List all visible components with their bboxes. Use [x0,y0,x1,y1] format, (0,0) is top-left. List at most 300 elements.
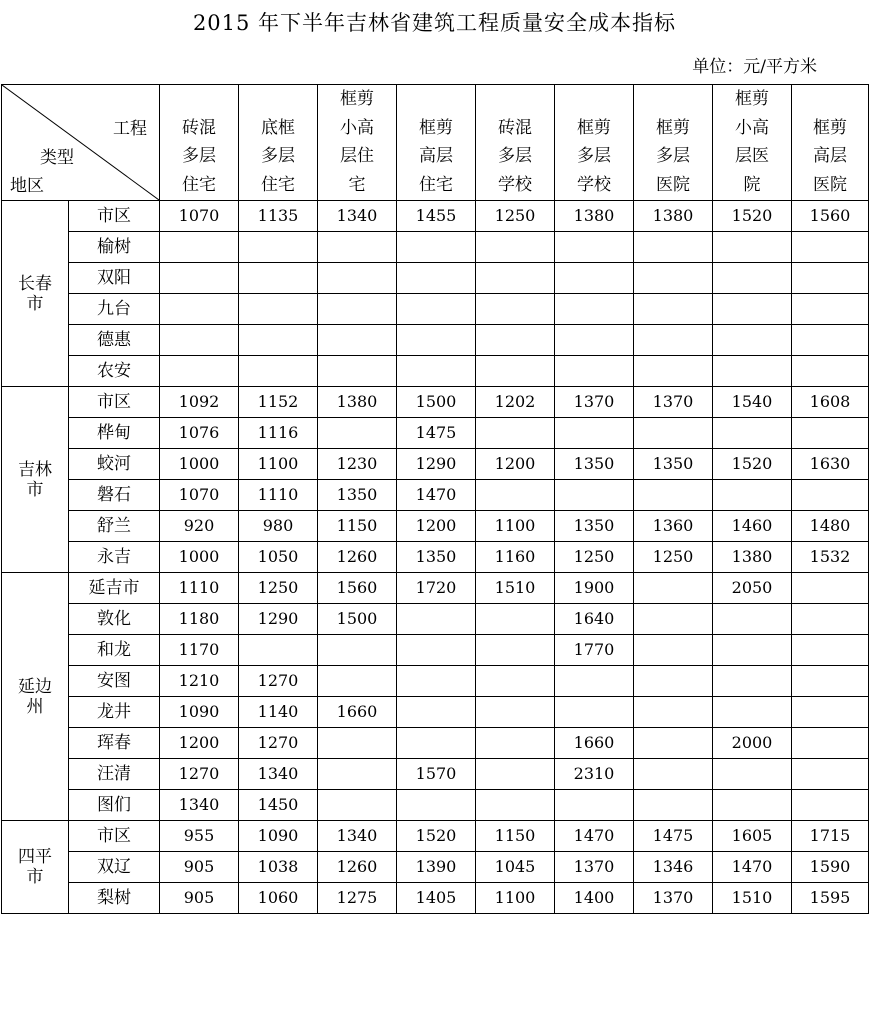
column-header-line: 多层 [656,146,690,166]
value-cell: 1390 [397,852,476,883]
value-cell [713,418,792,449]
column-header [555,85,634,201]
value-cell [634,294,713,325]
value-cell: 1405 [397,883,476,914]
value-cell [634,418,713,449]
value-cell [397,728,476,759]
table-row [2,883,869,914]
table-row [2,790,869,821]
value-cell: 1100 [476,883,555,914]
value-cell: 1260 [318,542,397,573]
value-cell [397,697,476,728]
value-cell: 1000 [160,542,239,573]
region-name-line: 四平 [18,847,52,867]
region-name-line: 市 [26,479,44,500]
value-cell: 1350 [555,511,634,542]
value-cell: 1275 [318,883,397,914]
column-header-line: 框剪 [813,117,847,138]
value-cell: 1050 [239,542,318,573]
value-cell [634,635,713,666]
column-header [476,85,555,201]
value-cell: 1340 [318,821,397,852]
table-row [2,232,869,263]
value-cell [318,635,397,666]
value-cell: 1570 [397,759,476,790]
value-cell [239,356,318,387]
table-row [2,852,869,883]
value-cell [160,263,239,294]
value-cell [397,356,476,387]
value-cell [792,728,869,759]
value-cell: 1532 [792,542,869,573]
region-name-line: 吉林 [18,459,52,480]
value-cell: 955 [160,821,239,852]
unit-label: 单位：元/平方米 [692,57,817,77]
region-name-line: 市 [26,867,44,887]
value-cell: 1595 [792,883,869,914]
table-row [2,821,869,852]
table-row [2,201,869,232]
table-row [2,759,869,790]
value-cell: 1202 [476,387,555,418]
value-cell [634,728,713,759]
value-cell [476,356,555,387]
column-header-line: 宅 [348,174,366,195]
value-cell [476,263,555,294]
city-cell: 延吉市 [69,573,160,604]
table-row [2,666,869,697]
value-cell [792,666,869,697]
value-cell: 1370 [555,387,634,418]
value-cell: 1160 [476,542,555,573]
value-cell [792,232,869,263]
column-header-line: 学校 [577,174,611,195]
column-header-line: 医院 [656,174,690,195]
value-cell: 1210 [160,666,239,697]
column-header-line: 住宅 [419,174,453,195]
city-cell: 永吉 [69,542,160,573]
value-cell: 1290 [397,449,476,480]
city-cell: 龙井 [69,697,160,728]
city-cell: 桦甸 [69,418,160,449]
value-cell: 1250 [239,573,318,604]
value-cell: 1100 [476,511,555,542]
value-cell [318,356,397,387]
value-cell: 1510 [476,573,555,604]
value-cell [476,232,555,263]
value-cell [239,635,318,666]
value-cell [792,356,869,387]
table-row [2,542,869,573]
table-row [2,511,869,542]
value-cell [713,759,792,790]
value-cell: 1470 [555,821,634,852]
value-cell [476,759,555,790]
value-cell: 1640 [555,604,634,635]
column-header-line: 高层 [813,146,847,166]
value-cell [476,635,555,666]
value-cell: 1400 [555,883,634,914]
value-cell: 1590 [792,852,869,883]
value-cell: 1660 [555,728,634,759]
value-cell [318,325,397,356]
value-cell [713,666,792,697]
city-cell: 梨树 [69,883,160,914]
value-cell: 1370 [555,852,634,883]
value-cell [713,480,792,511]
value-cell: 1110 [160,573,239,604]
value-cell: 1346 [634,852,713,883]
value-cell: 1630 [792,449,869,480]
value-cell [397,325,476,356]
column-header-line: 框剪 [577,117,611,138]
value-cell: 905 [160,883,239,914]
value-cell [239,294,318,325]
value-cell [792,790,869,821]
value-cell: 1150 [318,511,397,542]
table-row [2,294,869,325]
value-cell [318,263,397,294]
column-header-line: 住宅 [261,174,295,195]
value-cell: 1076 [160,418,239,449]
value-cell [397,263,476,294]
value-cell: 1270 [239,728,318,759]
value-cell [160,356,239,387]
column-header-line: 多层 [182,146,216,166]
city-cell: 榆树 [69,232,160,263]
city-cell: 市区 [69,821,160,852]
region-cell [2,387,69,573]
city-cell: 农安 [69,356,160,387]
value-cell [555,790,634,821]
value-cell [318,666,397,697]
column-header-line: 住宅 [182,174,216,195]
value-cell: 1475 [397,418,476,449]
value-cell [792,573,869,604]
value-cell [713,232,792,263]
column-header [397,85,476,201]
column-header-line: 框剪 [340,89,374,109]
value-cell [555,263,634,294]
value-cell: 1608 [792,387,869,418]
column-header-line: 层住 [340,146,374,166]
value-cell: 1460 [713,511,792,542]
city-cell: 珲春 [69,728,160,759]
value-cell: 1100 [239,449,318,480]
city-cell: 舒兰 [69,511,160,542]
value-cell [476,666,555,697]
city-cell: 安图 [69,666,160,697]
value-cell [397,635,476,666]
value-cell: 1230 [318,449,397,480]
table-body [2,85,869,914]
value-cell: 1090 [160,697,239,728]
value-cell: 920 [160,511,239,542]
city-cell: 磐石 [69,480,160,511]
value-cell: 1090 [239,821,318,852]
city-cell: 九台 [69,294,160,325]
value-cell [713,790,792,821]
cost-index-table-container [1,84,868,914]
value-cell [318,759,397,790]
table-row [2,635,869,666]
value-cell [476,790,555,821]
region-cell [2,201,69,387]
value-cell [634,263,713,294]
column-header [634,85,713,201]
value-cell: 1070 [160,480,239,511]
table-row [2,418,869,449]
region-name-line: 市 [26,293,44,314]
value-cell: 1900 [555,573,634,604]
column-header-line: 多层 [261,146,295,166]
region-name-line: 延边 [18,676,52,697]
value-cell: 1250 [476,201,555,232]
column-header [160,85,239,201]
value-cell [318,232,397,263]
value-cell: 1475 [634,821,713,852]
value-cell: 1340 [318,201,397,232]
value-cell [318,294,397,325]
value-cell: 1450 [239,790,318,821]
value-cell [634,480,713,511]
value-cell: 1340 [160,790,239,821]
table-row [2,449,869,480]
value-cell [239,263,318,294]
value-cell [792,759,869,790]
column-header-line: 小高 [735,117,769,138]
value-cell: 1200 [476,449,555,480]
column-header-line: 砖混 [182,117,216,138]
value-cell: 1350 [634,449,713,480]
value-cell [792,418,869,449]
cost-index-table [1,84,869,914]
value-cell: 1560 [318,573,397,604]
value-cell: 1370 [634,883,713,914]
value-cell [160,325,239,356]
value-cell [318,728,397,759]
city-cell: 市区 [69,387,160,418]
table-row [2,356,869,387]
value-cell [792,263,869,294]
column-header-line: 院 [743,174,761,195]
value-cell [634,666,713,697]
value-cell [555,325,634,356]
table-row [2,263,869,294]
city-cell: 敦化 [69,604,160,635]
city-cell: 德惠 [69,325,160,356]
value-cell [634,573,713,604]
column-header-line: 框剪 [735,89,769,109]
value-cell: 1038 [239,852,318,883]
value-cell [476,325,555,356]
value-cell: 1200 [397,511,476,542]
value-cell [634,325,713,356]
city-cell: 汪清 [69,759,160,790]
value-cell: 1470 [713,852,792,883]
value-cell [792,325,869,356]
value-cell [713,325,792,356]
value-cell: 1520 [713,201,792,232]
value-cell: 1715 [792,821,869,852]
value-cell: 1270 [239,666,318,697]
value-cell: 1720 [397,573,476,604]
value-cell [160,294,239,325]
column-header-line: 框剪 [419,117,453,138]
document-title: 2015 年下半年吉林省建筑工程质量安全成本指标 [192,11,677,35]
value-cell [476,418,555,449]
value-cell [792,480,869,511]
column-header-line: 砖混 [498,117,532,138]
value-cell: 1540 [713,387,792,418]
value-cell: 1000 [160,449,239,480]
value-cell [713,294,792,325]
column-header-line: 层医 [735,146,769,166]
column-header [318,85,397,201]
value-cell [397,294,476,325]
region-cell [2,573,69,821]
value-cell: 1500 [318,604,397,635]
column-header-line: 多层 [498,146,532,166]
region-cell [2,821,69,914]
value-cell: 1290 [239,604,318,635]
value-cell: 1380 [634,201,713,232]
column-header-line: 高层 [419,146,453,166]
table-row [2,573,869,604]
value-cell: 1092 [160,387,239,418]
value-cell [634,232,713,263]
table-row [2,697,869,728]
value-cell: 1135 [239,201,318,232]
value-cell: 1350 [318,480,397,511]
corner-header-cell [2,85,160,201]
value-cell [160,232,239,263]
value-cell: 1520 [397,821,476,852]
value-cell [713,635,792,666]
value-cell [713,263,792,294]
value-cell: 1070 [160,201,239,232]
value-cell: 1520 [713,449,792,480]
value-cell: 1480 [792,511,869,542]
value-cell: 1200 [160,728,239,759]
city-cell: 图们 [69,790,160,821]
value-cell [555,697,634,728]
value-cell: 2050 [713,573,792,604]
value-cell [634,790,713,821]
value-cell: 2000 [713,728,792,759]
value-cell [318,418,397,449]
value-cell: 1360 [634,511,713,542]
value-cell [476,697,555,728]
value-cell: 1605 [713,821,792,852]
region-name-line: 长春 [18,273,52,294]
value-cell: 1170 [160,635,239,666]
value-cell: 1180 [160,604,239,635]
value-cell: 2310 [555,759,634,790]
city-cell: 蛟河 [69,449,160,480]
value-cell [713,604,792,635]
value-cell: 905 [160,852,239,883]
value-cell [476,480,555,511]
city-cell: 和龙 [69,635,160,666]
corner-label-area: 地区 [10,176,44,196]
value-cell [634,604,713,635]
value-cell: 1380 [555,201,634,232]
column-header-line: 学校 [498,174,532,195]
table-row [2,604,869,635]
value-cell: 1560 [792,201,869,232]
value-cell [555,232,634,263]
value-cell: 1350 [397,542,476,573]
value-cell [634,356,713,387]
value-cell: 1045 [476,852,555,883]
column-header [239,85,318,201]
value-cell [555,666,634,697]
table-row [2,387,869,418]
corner-label-project: 工程 [113,119,147,139]
table-row [2,325,869,356]
table-row [2,480,869,511]
column-header-line: 医院 [813,174,847,195]
value-cell [792,604,869,635]
value-cell: 1380 [713,542,792,573]
value-cell [555,294,634,325]
value-cell: 1060 [239,883,318,914]
value-cell: 1340 [239,759,318,790]
value-cell [634,759,713,790]
value-cell [397,666,476,697]
value-cell [476,604,555,635]
value-cell: 1510 [713,883,792,914]
column-header [713,85,792,201]
column-header-line: 多层 [577,146,611,166]
column-header-line: 框剪 [656,117,690,138]
value-cell [555,356,634,387]
value-cell: 1250 [634,542,713,573]
value-cell [792,697,869,728]
column-header-line: 底框 [261,117,295,138]
value-cell [555,480,634,511]
city-cell: 双阳 [69,263,160,294]
table-row [2,728,869,759]
value-cell: 1370 [634,387,713,418]
value-cell [792,635,869,666]
value-cell [239,232,318,263]
value-cell: 1140 [239,697,318,728]
value-cell: 1110 [239,480,318,511]
value-cell: 1152 [239,387,318,418]
value-cell: 1455 [397,201,476,232]
value-cell [634,697,713,728]
value-cell [555,418,634,449]
value-cell: 1116 [239,418,318,449]
value-cell [792,294,869,325]
value-cell: 1470 [397,480,476,511]
value-cell: 1270 [160,759,239,790]
value-cell: 1250 [555,542,634,573]
corner-label-type: 类型 [40,148,74,168]
value-cell [476,728,555,759]
value-cell [713,697,792,728]
value-cell [397,232,476,263]
column-header [792,85,869,201]
value-cell: 1660 [318,697,397,728]
value-cell [318,790,397,821]
value-cell: 1380 [318,387,397,418]
value-cell [397,604,476,635]
city-cell: 双辽 [69,852,160,883]
value-cell [397,790,476,821]
